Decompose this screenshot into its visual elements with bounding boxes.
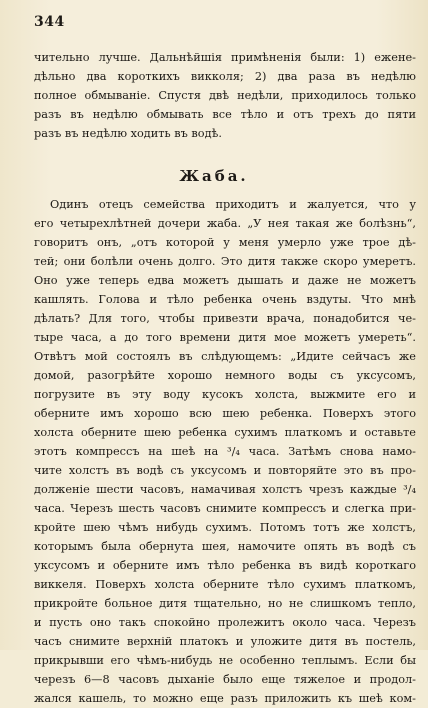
text-line: оберните имъ хорошо всю шею ребенка. Поверхъ этого <box>34 407 416 420</box>
text-line: уксусомъ и оберните имъ тѣло ребенка въ видѣ короткаго <box>34 559 416 572</box>
paragraph-main <box>34 195 416 708</box>
text-line: дѣльно два короткихъ викколя; 2) два раза въ недѣлю <box>34 70 416 83</box>
text-line: часа. Черезъ шесть часовъ снимите компрессъ и слегка при- <box>34 502 416 515</box>
page-number: 344 <box>34 14 65 30</box>
text-line: Отвѣтъ мой состоялъ въ слѣдующемъ: „Идите сейчасъ же <box>34 350 416 363</box>
text-line: жался кашель, то можно еще разъ приложить къ шеѣ ком- <box>34 692 416 705</box>
section-heading: Жаба. <box>179 167 249 185</box>
text-line: которымъ была обернута шея, намочите опять въ водѣ съ <box>34 540 416 553</box>
text-line: чительно лучше. Дальнѣйшія примѣненія были: 1) ежене- <box>34 51 416 64</box>
text-line: долженіе шести часовъ, намачивая холстъ чрезъ каждые ³/₄ <box>34 483 416 496</box>
text-line: холста оберните шею ребенка сухимъ платкомъ и оставьте <box>34 426 416 439</box>
text-line: разъ въ недѣлю обмывать все тѣло и отъ трехъ до пяти <box>34 108 416 121</box>
text-line: этотъ компрессъ на шеѣ на ³/₄ часа. Затѣмъ снова намо- <box>34 445 416 458</box>
text-line: домой, разогрѣйте хорошо немного воды съ уксусомъ, <box>34 369 416 382</box>
text-line: прикрывши его чѣмъ-нибудь не особенно теплымъ. Если бы <box>34 654 416 667</box>
text-line: кройте шею чѣмъ нибудь сухимъ. Потомъ тотъ же холстъ, <box>34 521 416 534</box>
text-line: кашлять. Голова и тѣло ребенка очень вздуты. Что мнѣ <box>34 293 416 306</box>
text-line: прикройте больное дитя тщательно, но не слишкомъ тепло, <box>34 597 416 610</box>
text-line: полное обмываніе. Спустя двѣ недѣли, приходилось только <box>34 89 416 102</box>
text-line: Оно уже теперь едва можетъ дышать и даже не можетъ <box>34 274 416 287</box>
text-line: и пусть оно такъ спокойно пролежитъ около часа. Черезъ <box>34 616 416 629</box>
text-line: разъ въ недѣлю ходить въ водѣ. <box>34 127 222 140</box>
text-line: чите холстъ въ водѣ съ уксусомъ и повторяйте это въ про- <box>34 464 416 477</box>
text-line: говоритъ онъ, „отъ которой у меня умерло уже трое дѣ- <box>34 236 416 249</box>
text-line: черезъ 6—8 часовъ дыханіе было еще тяжелое и продол- <box>34 673 416 686</box>
text-line: виккеля. Поверхъ холста оберните тѣло сухимъ платкомъ, <box>34 578 416 591</box>
text-line: тей; они болѣли очень долго. Это дитя также скоро умеретъ. <box>34 255 416 268</box>
text-line: тыре часа, а до того времени дитя мое можетъ умереть“. <box>34 331 416 344</box>
text-line: дѣлать? Для того, чтобы привезти врача, понадобится че- <box>34 312 416 325</box>
text-line: его четырехлѣтней дочери жаба. „У нея такая же болѣзнь“, <box>34 217 416 230</box>
paragraph-top <box>34 48 416 143</box>
text-line: часъ снимите верхній платокъ и уложите дитя въ постель, <box>34 635 416 648</box>
text-line: Одинъ отецъ семейства приходитъ и жалуется, что у <box>50 198 416 211</box>
text-line: погрузите въ эту воду кусокъ холста, выжмите его и <box>34 388 416 401</box>
